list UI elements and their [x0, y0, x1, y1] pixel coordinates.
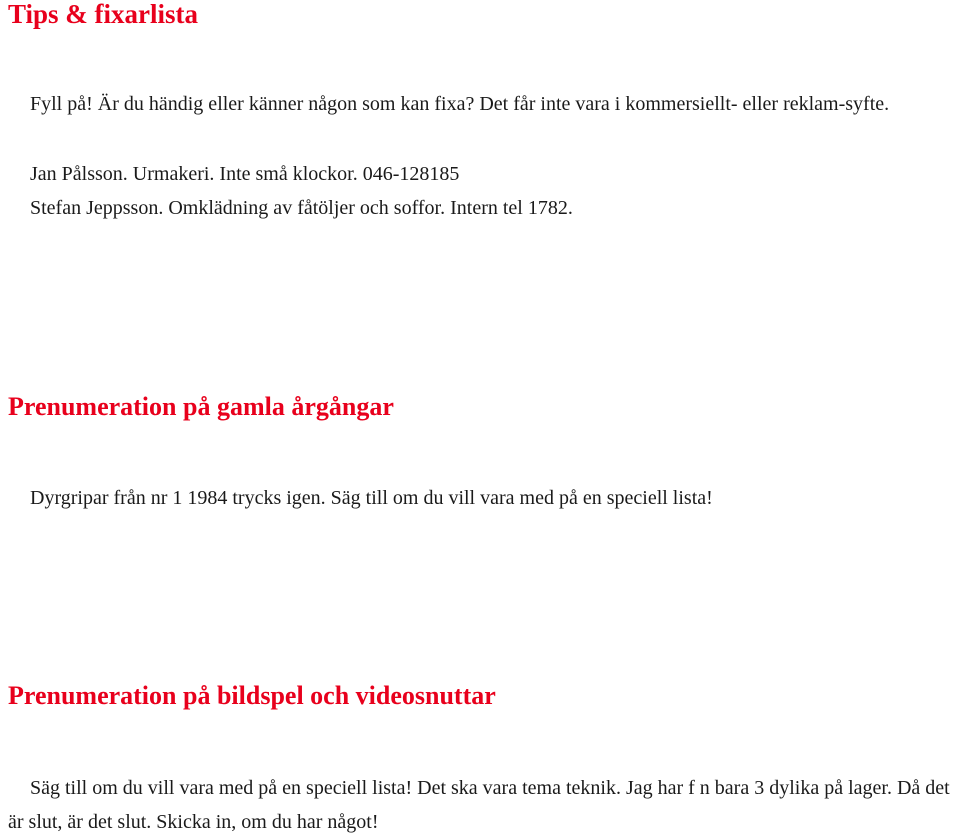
bildspel-body: Säg till om du vill vara med på en speciell lista! Det ska vara tema teknik. Jag har f n bara 3 dylika på lager. Då det är slut, är det slut. Skicka in, om du har något!: [8, 777, 950, 833]
tips-entry-jan-palsson: Jan Pålsson. Urmakeri. Inte små klockor. 046-128185: [30, 163, 460, 185]
tips-entry-stefan-jeppsson: Stefan Jeppsson. Omklädning av fåtöljer och soffor. Intern tel 1782.: [30, 197, 573, 219]
argangar-heading: Prenumeration på gamla årgångar: [8, 392, 394, 421]
tips-intro-paragraph: Fyll på! Är du händig eller känner någon som kan fixa? Det får inte vara i kommersiellt- eller reklam-syfte.: [30, 93, 890, 115]
argangar-body: Dyrgripar från nr 1 1984 trycks igen. Säg till om du vill vara med på en speciell lista!: [30, 487, 713, 509]
bildspel-heading: Prenumeration på bildspel och videosnuttar: [8, 681, 496, 710]
tips-heading: Tips & fixarlista: [8, 0, 199, 29]
